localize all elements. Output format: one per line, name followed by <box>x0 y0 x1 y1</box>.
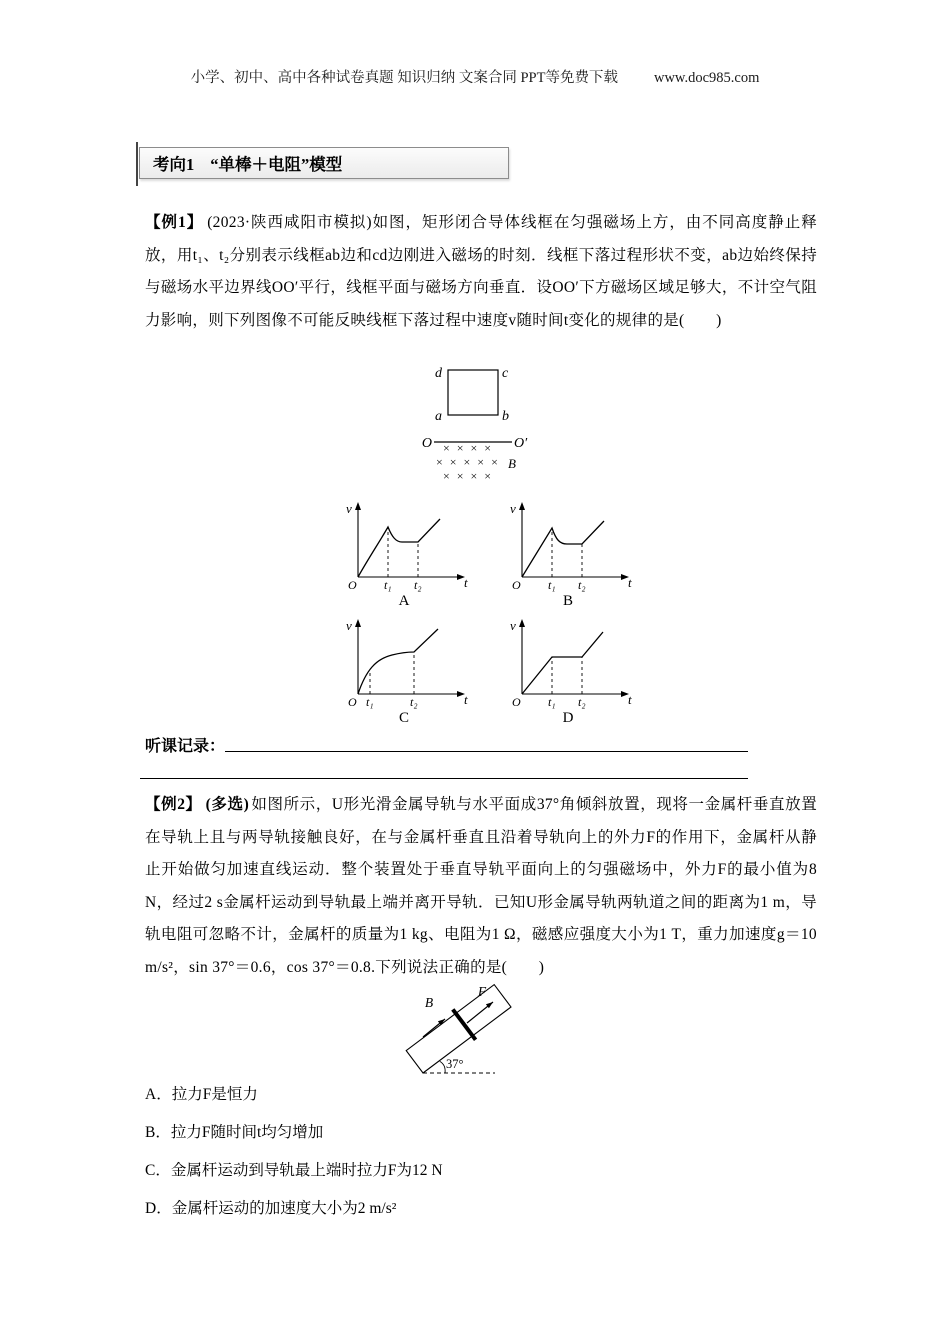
graph-option-b <box>498 497 638 609</box>
example1-body: 如图，矩形闭合导体线框在匀强磁场上方，由不同高度静止释放，用t₁、t₂分别表示线框ab边和cd边刚进入磁场的时刻．线框下落过程形状不变，ab边始终保持与磁场水平边界线OO′平行，线框平面与磁场方向垂直．设OO′下方磁场区域足够大，不计空气阻力影响，则下列图像不可能反映线框下落过程中速度v随时间t变化的规律的是( ) <box>145 214 818 329</box>
angle-arc <box>440 1061 445 1073</box>
graph-option-d <box>498 614 638 726</box>
graph-letter: C <box>398 710 410 726</box>
option-c <box>145 1152 443 1190</box>
example2-tag: 【例2】 <box>145 796 202 813</box>
option-b-key: B． <box>145 1124 171 1141</box>
answer-options <box>145 1076 443 1228</box>
section-header <box>139 147 509 179</box>
origin-label: O <box>512 695 521 709</box>
graph-letter: B <box>562 593 574 609</box>
option-a <box>145 1076 443 1114</box>
section-accent-bar <box>136 142 138 186</box>
incline-angle-label: 37° <box>446 1057 464 1071</box>
v-axis-arrow <box>519 619 525 627</box>
frame-corner-b-label: b <box>502 409 509 424</box>
t1-tick-label: t₁ <box>366 695 374 709</box>
v-axis-arrow <box>519 502 525 510</box>
boundary-o-label: O <box>421 436 432 451</box>
t2-tick-label: t₂ <box>578 578 586 592</box>
f-arrow-label: F <box>477 984 487 999</box>
graph-letter: A <box>398 593 410 609</box>
v-axis-label: v <box>510 618 516 633</box>
header-promo-text: 小学、初中、高中各种试卷真题 知识归纳 文案合同 PPT等免费下载 <box>190 70 618 86</box>
origin-label: O <box>348 578 357 592</box>
t2-tick-label: t₂ <box>578 695 586 709</box>
frame-corner-a-label: a <box>435 409 442 424</box>
section-title: “单棒＋电阻”模型 <box>210 155 343 174</box>
field-cross-row-1: × × × × <box>443 441 494 455</box>
listen-record-row <box>145 733 748 756</box>
boundary-o-prime-label: O′ <box>514 436 528 451</box>
t1-tick-label: t₁ <box>548 578 556 592</box>
option-c-text: 金属杆运动到导轨最上端时拉力F为12 N <box>170 1162 443 1179</box>
header-site-link[interactable]: www.doc985.com <box>653 70 760 86</box>
listen-record-second-line <box>140 761 748 779</box>
option-a-text: 拉力F是恒力 <box>171 1086 258 1103</box>
listen-record-label: 听课记录： <box>145 738 226 755</box>
t-axis-label: t <box>628 575 632 590</box>
section-label: 考向1 <box>153 155 195 174</box>
option-c-key: C． <box>145 1162 171 1179</box>
field-cross-row-2: × × × × × <box>436 455 500 469</box>
v-t-curve <box>358 519 440 577</box>
example2-figure <box>383 975 588 1087</box>
example1-paragraph <box>145 207 817 337</box>
metal-rod <box>453 1009 476 1039</box>
t1-tick-label: t₁ <box>384 578 392 592</box>
t-axis-label: t <box>464 575 468 590</box>
option-d-key: D． <box>145 1200 172 1217</box>
field-cross-row-3: × × × × <box>443 469 494 483</box>
b-arrow-label: B <box>424 995 434 1010</box>
v-axis-arrow <box>355 502 361 510</box>
frame-corner-c-label: c <box>502 366 509 381</box>
v-axis-arrow <box>355 619 361 627</box>
v-axis-label: v <box>346 618 352 633</box>
t-axis-label: t <box>464 692 468 707</box>
t-axis-label: t <box>628 692 632 707</box>
graph-option-c <box>334 614 474 726</box>
option-d-text: 金属杆运动的加速度大小为2 m/s² <box>171 1200 397 1217</box>
origin-label: O <box>348 695 357 709</box>
example2-paragraph <box>145 789 817 984</box>
graph-letter: D <box>562 710 574 726</box>
option-a-key: A． <box>145 1086 172 1103</box>
v-axis-label: v <box>346 501 352 516</box>
wire-frame-rectangle <box>448 370 498 415</box>
v-axis-label: v <box>510 501 516 516</box>
listen-record-blank-line <box>225 733 748 752</box>
v-t-curve <box>522 521 604 577</box>
option-b-text: 拉力F随时间t均匀增加 <box>170 1124 324 1141</box>
example2-body: 如图所示，U形光滑金属导轨与水平面成37°角倾斜放置，现将一金属杆垂直放置在导轨上且与两导轨接触良好，在与金属杆垂直且沿着导轨向上的外力F的作用下，金属杆从静止开始做匀加速直线运动．整个装置处于垂直导轨平面向上的匀强磁场中，外力F的最小值为8 N，经过2 s金属杆运动到导轨最上端并离开导轨．已知U形金属导轨两轨道之间的距离为1 m，导轨电阻可忽略不计，金属杆的质量为1 kg、电阻为1 Ω，磁感应强度大小为1 T，重力加速度g＝10 m/s²，sin 37°＝0.6，cos 37°＝0.8.下列说法正确的是( ) <box>145 796 818 976</box>
example1-source: (2023·陕西咸阳市模拟) <box>207 214 372 231</box>
option-d <box>145 1190 443 1228</box>
v-t-curve <box>522 632 603 694</box>
example2-multiselect-tag: (多选) <box>205 796 250 813</box>
frame-corner-d-label: d <box>435 366 442 381</box>
example1-figure <box>398 360 568 488</box>
t1-tick-label: t₁ <box>548 695 556 709</box>
v-t-curve <box>358 629 438 694</box>
t2-tick-label: t₂ <box>414 578 422 592</box>
option-b <box>145 1114 443 1152</box>
example1-tag: 【例1】 <box>145 214 204 231</box>
page-header <box>0 66 950 87</box>
graph-option-a <box>334 497 474 609</box>
origin-label: O <box>512 578 521 592</box>
t2-tick-label: t₂ <box>410 695 418 709</box>
field-b-label: B <box>508 456 516 471</box>
